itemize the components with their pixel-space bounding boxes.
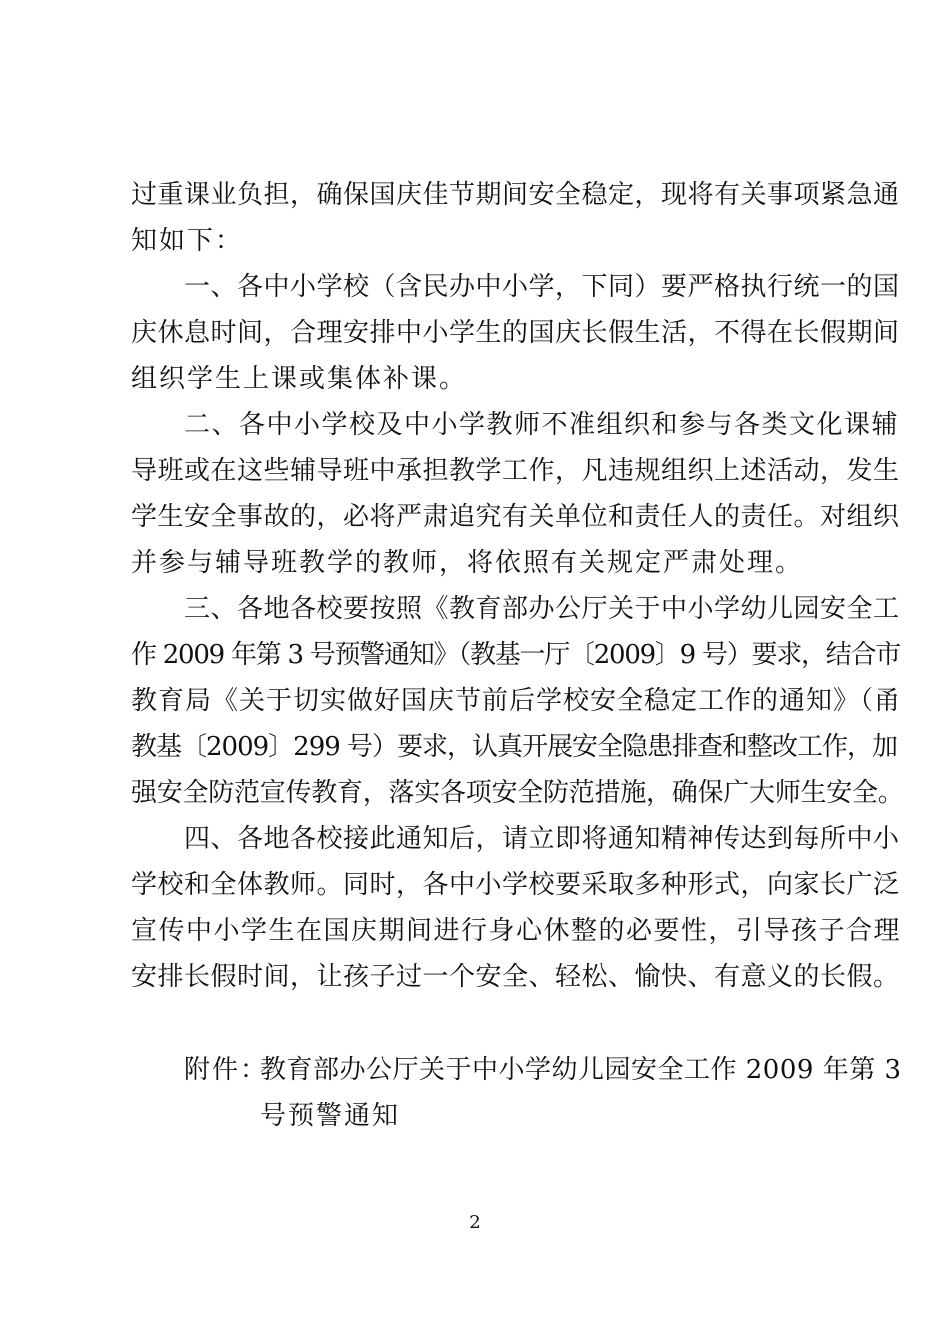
item3-line-5: 强安全防范宣传教育，落实各项安全防范措施，确保广大师生安全。 xyxy=(131,778,904,808)
intro-line-1: 过重课业负担，确保国庆佳节期间安全稳定，现将有关事项紧急通 xyxy=(131,180,900,210)
item2-line-4: 并参与辅导班教学的教师，将依照有关规定严肃处理。 xyxy=(131,548,804,578)
item1-line-2: 庆休息时间，合理安排中小学生的国庆长假生活，不得在长假期间 xyxy=(131,318,900,348)
item4-line-2: 学校和全体教师。同时，各中小学校要采取多种形式，向家长广泛 xyxy=(131,870,900,900)
attachment-line-1: 教育部办公厅关于中小学幼儿园安全工作 2009 年第 3 xyxy=(260,1055,902,1085)
item4-line-4: 安排长假时间，让孩子过一个安全、轻松、愉快、有意义的长假。 xyxy=(131,962,900,992)
item2-line-3: 学生安全事故的，必将严肃追究有关单位和责任人的责任。对组织 xyxy=(131,502,900,532)
item3-line-3: 教育局《关于切实做好国庆节前后学校安全稳定工作的通知》（甬 xyxy=(131,686,902,716)
page-number: 2 xyxy=(469,1212,481,1233)
item3-line-2: 作 2009 年第 3 号预警通知》（教基一厅〔2009〕9 号）要求，结合市 xyxy=(131,640,900,670)
item1-line-1: 一、各中小学校（含民办中小学，下同）要严格执行统一的国 xyxy=(184,272,900,302)
item3-line-4: 教基〔2009〕299 号）要求，认真开展安全隐患排查和整改工作，加 xyxy=(131,732,898,762)
item1-line-3: 组织学生上课或集体补课。 xyxy=(131,364,468,394)
item3-line-1: 三、各地各校要按照《教育部办公厅关于中小学幼儿园安全工 xyxy=(184,594,900,624)
item4-line-3: 宣传中小学生在国庆期间进行身心休整的必要性，引导孩子合理 xyxy=(131,916,902,946)
item2-line-1: 二、各中小学校及中小学教师不准组织和参与各类文化课辅 xyxy=(184,410,900,440)
item4-line-1: 四、各地各校接此通知后，请立即将通知精神传达到每所中小 xyxy=(184,824,900,854)
attachment-line-2: 号预警通知 xyxy=(260,1101,401,1131)
attachment-label: 附件： xyxy=(184,1055,269,1085)
intro-line-2: 知如下： xyxy=(131,226,244,256)
item2-line-2: 导班或在这些辅导班中承担教学工作，凡违规组织上述活动，发生 xyxy=(131,456,900,486)
